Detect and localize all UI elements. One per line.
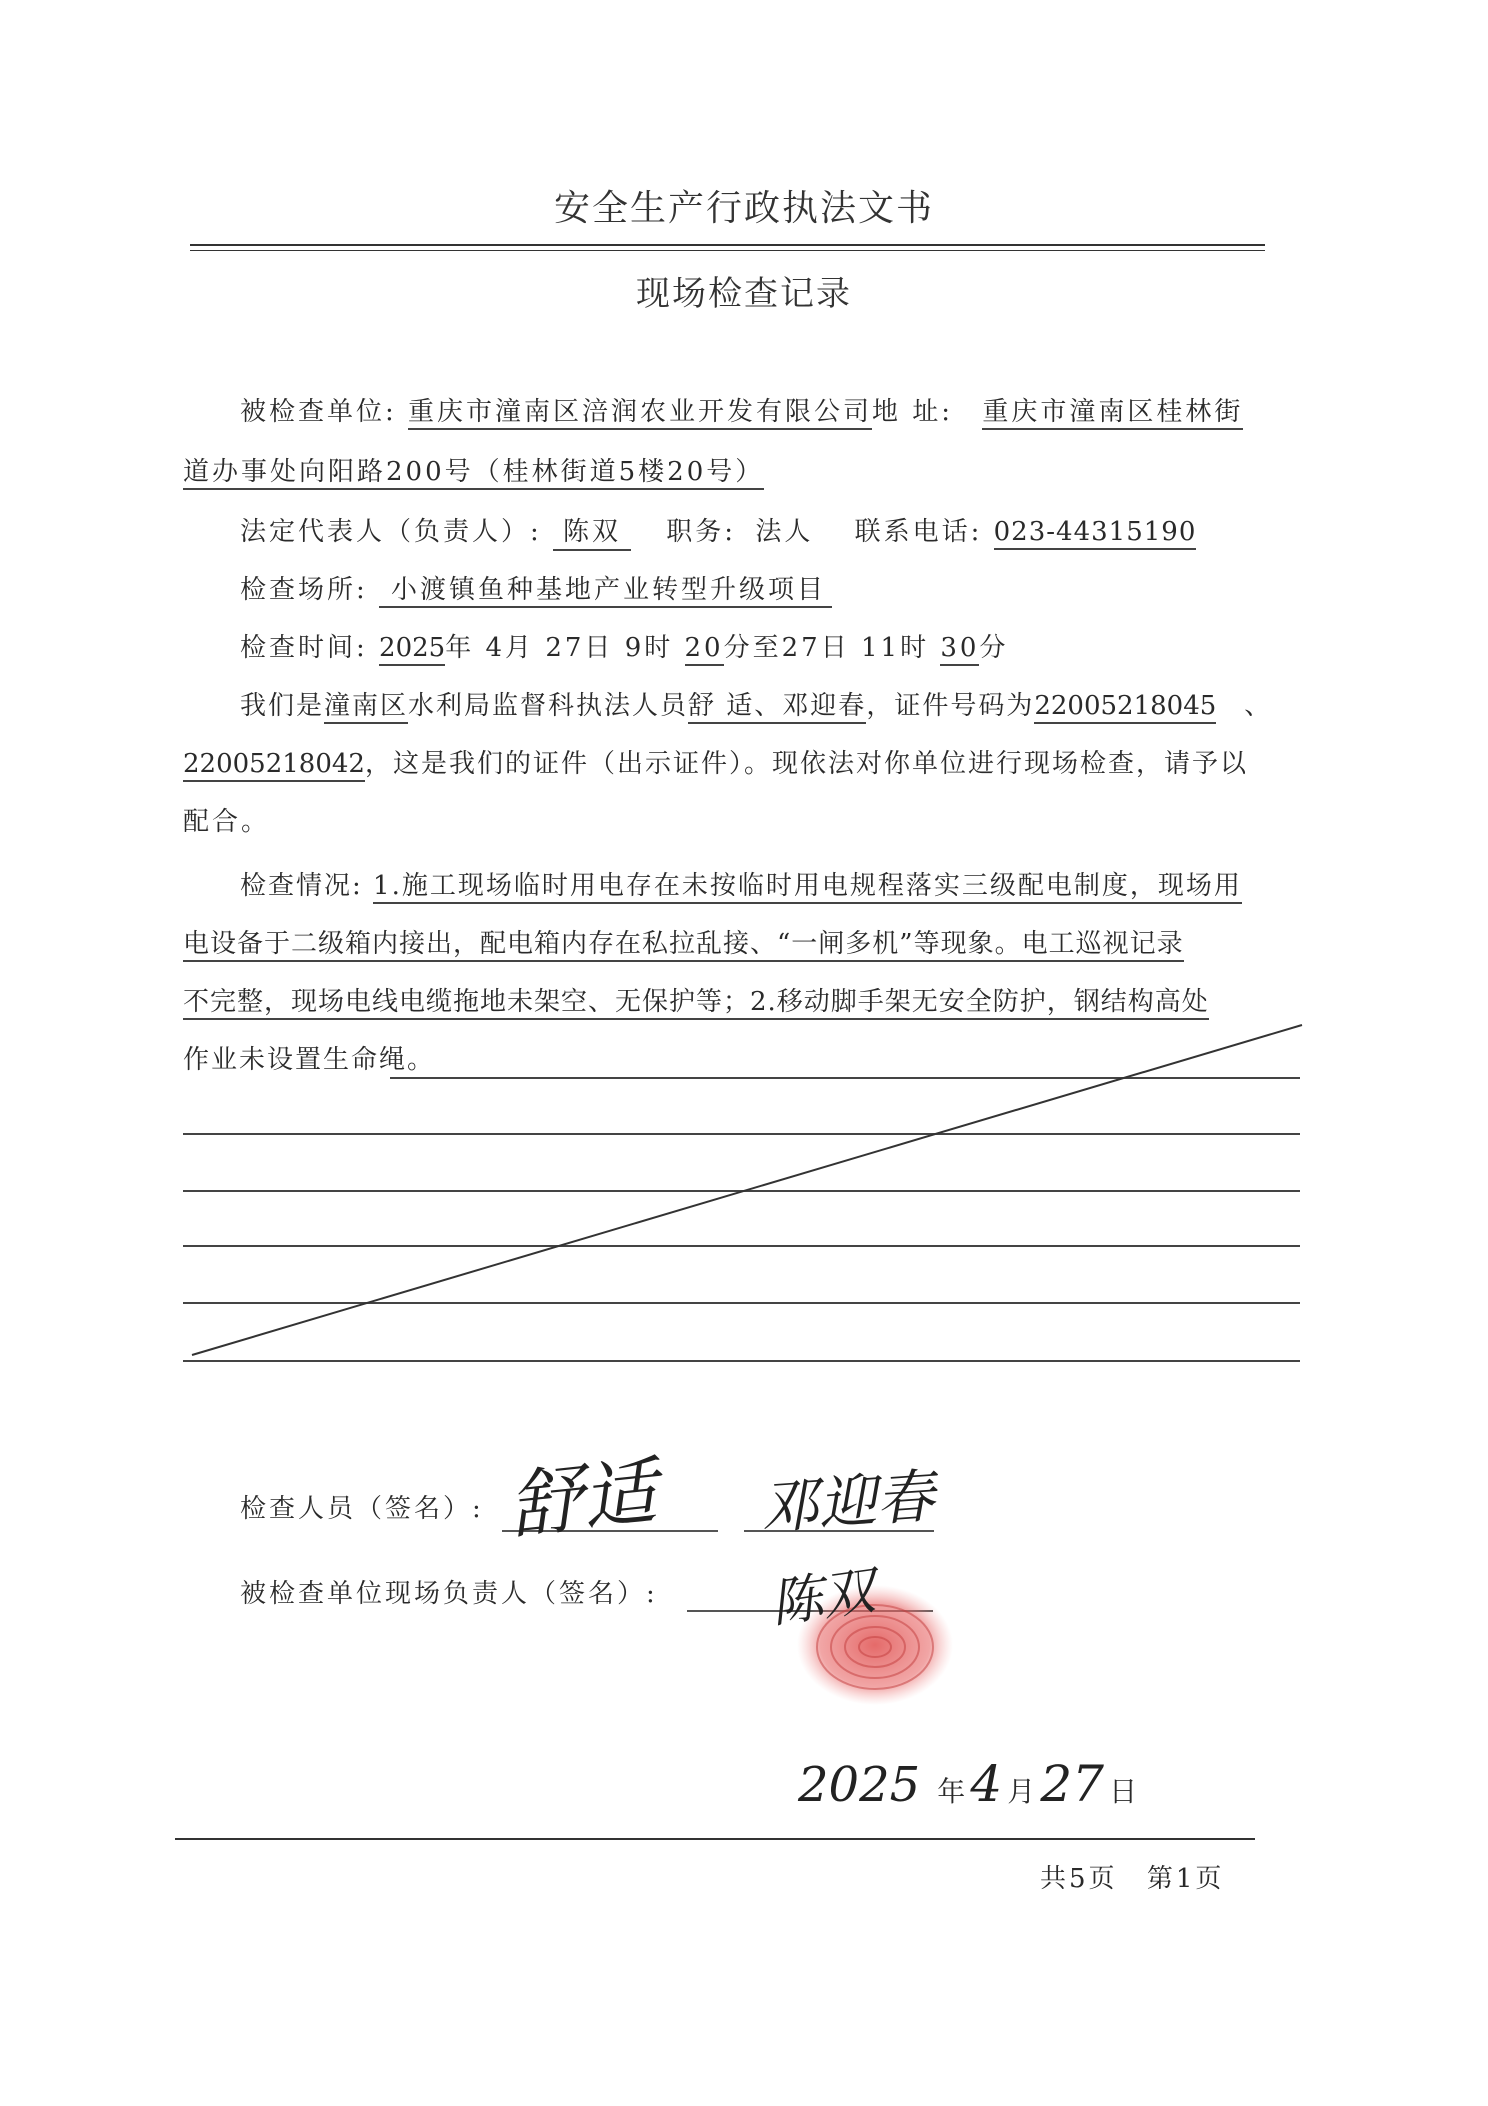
date-year-unit: 年 (937, 1775, 966, 1808)
time-month: 4 (485, 633, 506, 663)
statement-inspector-names: 舒 适、邓迎春 (688, 691, 866, 724)
date-day-unit: 日 (1109, 1775, 1138, 1808)
inspected-unit-label: 被检查单位: (240, 397, 397, 427)
time-month-unit: 月 (505, 633, 535, 663)
time-year-unit: 年 (445, 633, 475, 663)
statement-id-1: 22005218045 (1034, 691, 1216, 724)
footer-rule (175, 1838, 1255, 1840)
time-day: 27 (545, 633, 585, 663)
time-end-hour: 11 (861, 633, 901, 663)
inspected-unit-value: 重庆市潼南区涪润农业开发有限公司 (408, 397, 872, 430)
sign-date (798, 1755, 1137, 1813)
address-label: 地 址: (872, 397, 954, 427)
unit-sign-row (240, 1578, 658, 1610)
location-label: 检查场所: (240, 575, 368, 605)
unit-signature: 陈双 (767, 1561, 879, 1635)
time-end-hour-unit: 时 (900, 633, 930, 663)
page-total: 共5页 (1040, 1864, 1118, 1894)
position-label: 职务: (666, 517, 737, 547)
address-value-1: 重庆市潼南区桂林街 (982, 397, 1243, 430)
statement-separator: 、 (1244, 691, 1273, 721)
date-year: 2025 (798, 1757, 921, 1813)
time-label: 检查时间: (240, 633, 368, 663)
position-value: 法人 (755, 517, 814, 547)
unit-sign-label: 被检查单位现场负责人（签名）: (240, 1579, 658, 1609)
inspector-sign-label: 检查人员（签名）: (240, 1494, 484, 1524)
statement-text-5: 配合。 (183, 807, 271, 837)
inspector-signature-1: 舒适 (504, 1448, 661, 1550)
time-end-day: 27 (781, 633, 821, 663)
legal-rep-label: 法定代表人（负责人）: (240, 517, 542, 547)
findings-line-4: 作业未设置生命绳。 (183, 1045, 436, 1075)
time-day-unit: 日 (584, 633, 614, 663)
statement-text-1: 我们是 (240, 691, 325, 721)
statement-text-3: ，证件号码为 (866, 691, 1035, 721)
time-hour: 9 (624, 633, 645, 663)
inspector-sign-row (240, 1493, 484, 1525)
document-subtitle: 现场检查记录 (636, 274, 852, 314)
legal-rep-name: 陈双 (553, 516, 631, 551)
date-month: 4 (970, 1755, 1003, 1813)
findings-line-2: 电设备于二级箱内接出，配电箱内存在私拉乱接、“一闸多机”等现象。电工巡视记录 (183, 929, 1184, 962)
date-month-unit: 月 (1007, 1775, 1036, 1808)
phone-value: 023-44315190 (994, 517, 1197, 550)
statement-agency: 潼南区 (324, 691, 408, 724)
findings-line-3: 不完整，现场电线电缆拖地未架空、无保护等；2.移动脚手架无安全防护，钢结构高处 (183, 987, 1209, 1020)
document-title: 安全生产行政执法文书 (553, 188, 934, 229)
findings-label: 检查情况: (240, 871, 363, 901)
time-minute: 20 (685, 633, 724, 666)
time-end-day-unit: 日 (820, 633, 850, 663)
inspector-signature-2: 邓迎春 (758, 1462, 937, 1542)
findings-line-1: 1.施工现场临时用电存在未按临时用电规程落实三级配电制度，现场用 (373, 871, 1242, 904)
page-number: 第1页 (1146, 1864, 1225, 1894)
address-value-2: 道办事处向阳路200号（桂林街道5楼20号） (183, 457, 764, 490)
time-minute-unit: 分至 (723, 633, 782, 663)
location-value: 小渡镇鱼种基地产业转型升级项目 (379, 575, 832, 608)
phone-label: 联系电话: (854, 517, 983, 547)
time-year: 2025 (379, 633, 445, 666)
time-end-minute-unit: 分 (979, 633, 1009, 663)
statement-text-4: ，这是我们的证件（出示证件）。现依法对你单位进行现场检查，请予以 (364, 749, 1248, 779)
statement-text-2: 水利局监督科执法人员 (408, 691, 689, 721)
time-hour-unit: 时 (644, 633, 674, 663)
page-info (1040, 1858, 1224, 1895)
time-end-minute: 30 (940, 633, 979, 666)
date-day: 27 (1040, 1755, 1104, 1813)
statement-id-2: 22005218042 (183, 749, 365, 782)
